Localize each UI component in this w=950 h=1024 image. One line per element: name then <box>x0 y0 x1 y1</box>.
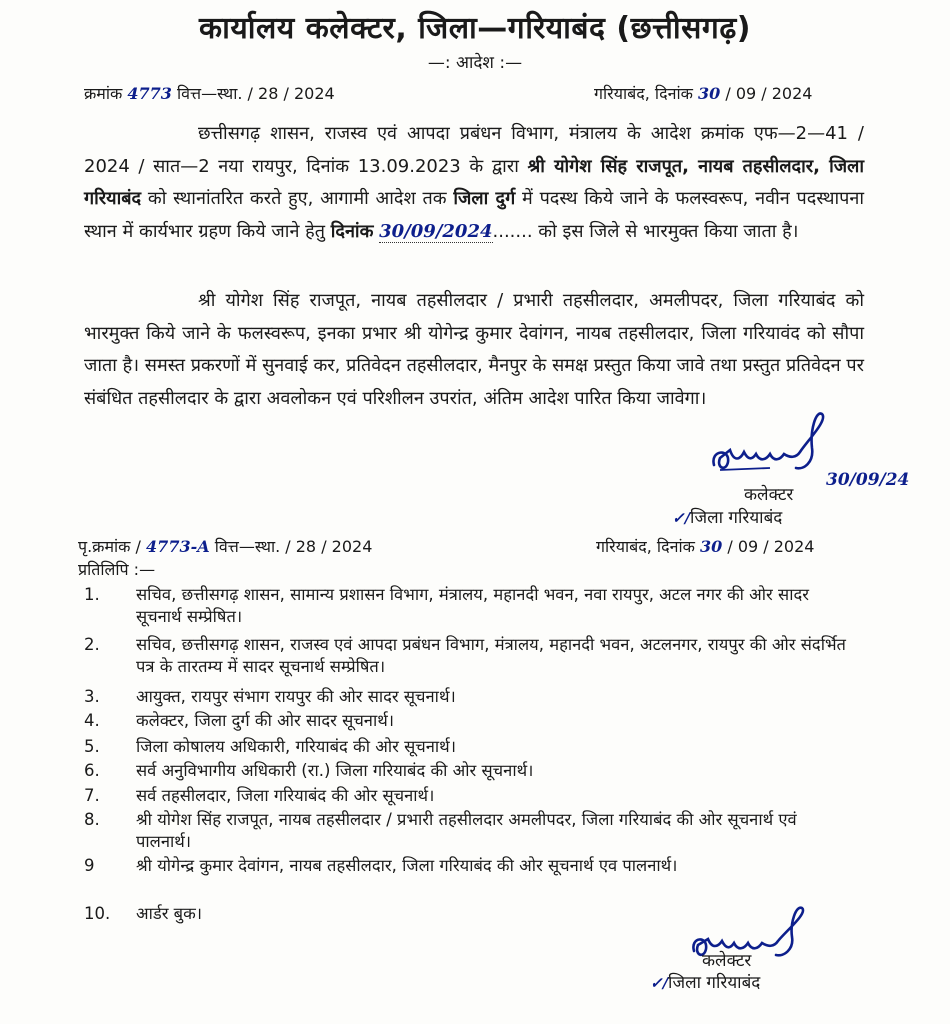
signature-2-district-line <box>650 970 760 993</box>
list-item-text: आयुक्त, रायपुर संभाग रायपुर की ओर सादर सूचनार्थ। <box>136 687 456 706</box>
signature-1-initial-mark: ✓/ <box>672 509 691 527</box>
ref2-prefix: पृ.क्रमांक / <box>78 537 141 556</box>
paragraph-charge <box>84 285 864 415</box>
list-item-number: 9 <box>84 856 95 875</box>
para1-part4: ....... को इस जिले से भारमुक्त किया जाता है। <box>492 220 799 242</box>
para1-part2: को स्थानांतरित करते हुए, आगामी आदेश तक <box>147 188 447 209</box>
ref2-date-rest: / 09 / 2024 <box>727 537 815 556</box>
para1-officer-name: श्री योगेश सिंह राजपूत, नायब तहसीलदार, जिला गरियाबंद <box>84 155 864 209</box>
para1-date-label: दिनांक <box>330 220 374 242</box>
list-item-text: जिला कोषालय अधिकारी, गरियाबंद की ओर सूचनार्थ। <box>136 737 456 756</box>
list-item-number: 4. <box>84 711 100 730</box>
signature-2-designation: कलेक्टर <box>702 951 752 971</box>
list-item-number: 8. <box>84 810 100 829</box>
ref2-suffix: वित्त—स्था. / 28 / 2024 <box>214 537 373 556</box>
para1-district: जिला दुर्ग <box>453 188 516 209</box>
order-label: —: आदेश :— <box>427 53 523 73</box>
signature-1-date: 30/09/24 <box>826 470 910 490</box>
ref-place-date: गरियाबंद, दिनांक <box>594 84 693 103</box>
list-item-text: श्री योगेन्द्र कुमार देवांगन, नायब तहसीलदार, जिला गरियाबंद की ओर सूचनार्थ एव पालनार्थ। <box>136 856 678 875</box>
ref2-date-day-handwritten: 30 <box>699 537 723 556</box>
list-item-text: सर्व अनुविभागीय अधिकारी (रा.) जिला गरियाबंद की ओर सूचनार्थ। <box>136 761 534 780</box>
list-item-number: 7. <box>84 786 100 805</box>
list-item-number: 3. <box>84 687 100 706</box>
copy-list-title: प्रतिलिपि :— <box>78 560 156 579</box>
para2-text: श्री योगेश सिंह राजपूत, नायब तहसीलदार / प्रभारी तहसीलदार, अमलीपदर, जिला गरियाबंद को भारमुक्त किये जाने के फलस्वरूप, इनका प्रभार श्री योगेन्द्र कुमार देवांगन, नायब तहसीलदार, जिला गरियावंद को सौपा जाता है। समस्त प्रकरणों में सुनवाई कर, प्रतिवेदन तहसीलदार, मैनपुर के समक्ष प्रस्तुत किया जावे तथा प्रस्तुत प्रतिवेदन पर संबंधित तहसीलदार के द्वारा अवलोकन एवं परिशीलन उपरांत, अंतिम आदेश पारित किया जावेगा। <box>84 290 864 409</box>
list-item-number: 2. <box>84 635 100 654</box>
signature-2-initial-mark: ✓/ <box>650 974 669 992</box>
ref-date-line <box>594 82 812 104</box>
ref-suffix: वित्त—स्था. / 28 / 2024 <box>177 84 335 103</box>
list-item-text: सर्व तहसीलदार, जिला गरियाबंद की ओर सूचनार्थ। <box>136 786 435 805</box>
list-item-text: सचिव, छत्तीसगढ़ शासन, सामान्य प्रशासन विभाग, मंत्रालय, महानदी भवन, नवा रायपुर, अटल नगर की ओर सादर सूचनार्थ सम्प्रेषित। <box>136 585 809 626</box>
page-title: कार्यालय कलेक्टर, जिला—गरियाबंद (छत्तीसगढ़) <box>199 11 751 46</box>
list-item-text: आर्डर बुक। <box>136 904 203 923</box>
signature-1-district-line <box>672 505 782 528</box>
list-item-text: सचिव, छत्तीसगढ़ शासन, राजस्व एवं आपदा प्रबंधन विभाग, मंत्रालय, महानदी भवन, अटलनगर, रायपुर की ओर संदर्भित पत्र के तारतम्य में सादर सूचनार्थ सम्प्रेषित। <box>136 635 846 676</box>
ref-number-handwritten: 4773 <box>127 84 172 103</box>
para1-date-handwritten: 30/09/2024 <box>379 220 493 242</box>
signature-1-district: जिला गरियाबंद <box>690 508 783 528</box>
list-item-text: श्री योगेश सिंह राजपूत, नायब तहसीलदार / प्रभारी तहसीलदार अमलीपदर, जिला गरियाबंद की ओर सूचनार्थ एवं पालनार्थ। <box>136 810 797 851</box>
ref2-number-handwritten: 4773-A <box>146 537 210 556</box>
para1-part3: में पदस्थ किये जाने के फलस्वरूप, नवीन पदस्थापना स्थान में कार्यभार ग्रहण किये जाने हेतु <box>84 188 864 242</box>
list-item-number: 6. <box>84 761 100 780</box>
ref-date-day-handwritten: 30 <box>697 84 721 103</box>
ref-prefix: क्रमांक <box>84 84 123 103</box>
ref-date-rest: / 09 / 2024 <box>725 84 813 103</box>
list-item-number: 5. <box>84 737 100 756</box>
signature-2-district: जिला गरियाबंद <box>668 973 761 993</box>
list-item-number: 10. <box>84 904 111 923</box>
signature-1-designation: कलेक्टर <box>744 485 794 505</box>
ref2-place-date: गरियाबंद, दिनांक <box>596 537 695 556</box>
signature-1 <box>700 410 840 480</box>
ref-number-line <box>84 82 335 104</box>
para1-part1: छत्तीसगढ़ शासन, राजस्व एवं आपदा प्रबंधन विभाग, मंत्रालय के आदेश क्रमांक एफ—2—41 / 2024 / सात—2 नया रायपुर, दिनांक 13.09.2023 के द्वारा <box>84 123 864 177</box>
list-item-text: कलेक्टर, जिला दुर्ग की ओर सादर सूचनार्थ। <box>136 711 395 730</box>
ref2-number-line <box>78 535 372 557</box>
paragraph-transfer <box>84 118 864 248</box>
list-item-number: 1. <box>84 585 100 604</box>
ref2-date-line <box>596 535 814 557</box>
